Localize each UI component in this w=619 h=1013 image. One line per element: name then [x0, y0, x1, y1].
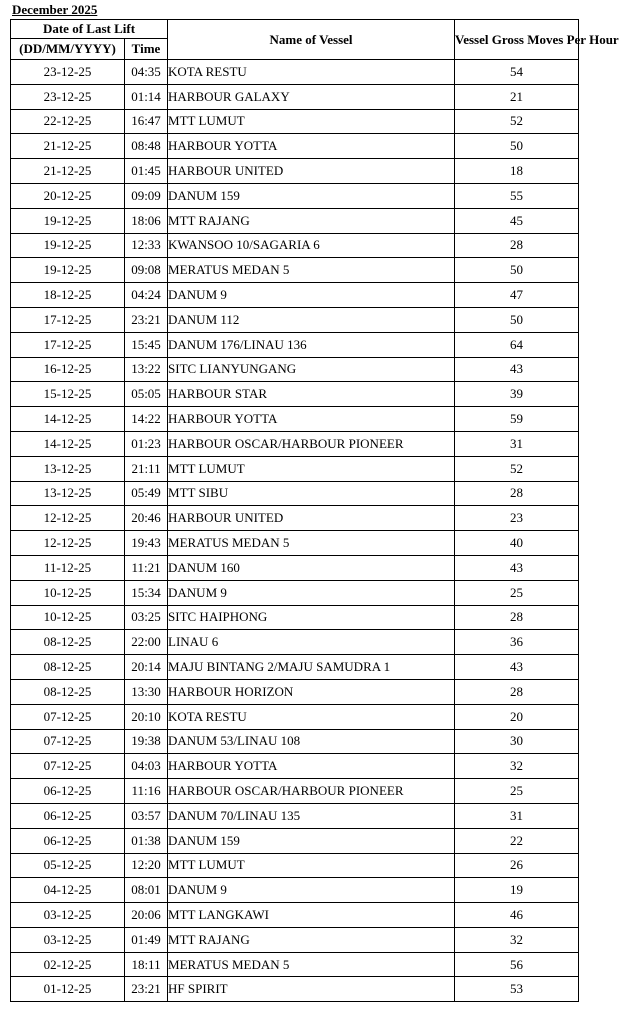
last-lift-time: 11:21	[125, 555, 168, 580]
gross-moves-value: 31	[455, 803, 579, 828]
last-lift-time: 01:14	[125, 84, 168, 109]
last-lift-date: 12-12-25	[11, 506, 125, 531]
gross-moves-value: 28	[455, 679, 579, 704]
last-lift-date: 19-12-25	[11, 208, 125, 233]
gross-moves-value: 64	[455, 332, 579, 357]
last-lift-time: 21:11	[125, 456, 168, 481]
table-row	[11, 109, 579, 134]
last-lift-time: 14:22	[125, 407, 168, 432]
vessel-name: HARBOUR HORIZON	[168, 679, 455, 704]
table-row	[11, 233, 579, 258]
last-lift-date: 19-12-25	[11, 233, 125, 258]
vessel-name: HARBOUR OSCAR/HARBOUR PIONEER	[168, 431, 455, 456]
gross-moves-value: 55	[455, 183, 579, 208]
vessel-name: HARBOUR OSCAR/HARBOUR PIONEER	[168, 779, 455, 804]
last-lift-time: 12:20	[125, 853, 168, 878]
vessel-name: DANUM 159	[168, 183, 455, 208]
gross-moves-value: 53	[455, 977, 579, 1002]
vessel-name: MTT RAJANG	[168, 208, 455, 233]
last-lift-time: 09:09	[125, 183, 168, 208]
last-lift-time: 12:33	[125, 233, 168, 258]
gross-moves-value: 25	[455, 580, 579, 605]
table-row	[11, 729, 579, 754]
last-lift-date: 12-12-25	[11, 531, 125, 556]
last-lift-time: 01:23	[125, 431, 168, 456]
time-header: Time	[125, 39, 168, 60]
last-lift-time: 08:48	[125, 134, 168, 159]
gross-moves-value: 21	[455, 84, 579, 109]
last-lift-date: 19-12-25	[11, 258, 125, 283]
last-lift-date: 11-12-25	[11, 555, 125, 580]
gross-moves-value: 30	[455, 729, 579, 754]
vessel-name: HARBOUR YOTTA	[168, 407, 455, 432]
vessel-name: MERATUS MEDAN 5	[168, 258, 455, 283]
gross-moves-value: 43	[455, 357, 579, 382]
gross-moves-value: 39	[455, 382, 579, 407]
vessel-name: DANUM 9	[168, 283, 455, 308]
last-lift-time: 04:24	[125, 283, 168, 308]
table-row	[11, 927, 579, 952]
last-lift-date: 23-12-25	[11, 84, 125, 109]
last-lift-date: 07-12-25	[11, 754, 125, 779]
vessel-table	[10, 19, 619, 1002]
last-lift-time: 20:10	[125, 704, 168, 729]
last-lift-date: 08-12-25	[11, 655, 125, 680]
last-lift-date: 17-12-25	[11, 332, 125, 357]
vessel-name: MTT LUMUT	[168, 109, 455, 134]
last-lift-date: 07-12-25	[11, 729, 125, 754]
last-lift-time: 01:49	[125, 927, 168, 952]
table-row	[11, 630, 579, 655]
vessel-name: HARBOUR STAR	[168, 382, 455, 407]
page-title: December 2025	[12, 2, 98, 17]
date-of-last-lift-header: Date of Last Lift	[11, 20, 168, 39]
gross-moves-value: 19	[455, 878, 579, 903]
last-lift-time: 11:16	[125, 779, 168, 804]
vessel-name: SITC HAIPHONG	[168, 605, 455, 630]
vessel-name-header: Name of Vessel	[168, 20, 455, 60]
last-lift-time: 08:01	[125, 878, 168, 903]
vessel-name: KOTA RESTU	[168, 60, 455, 85]
table-row	[11, 60, 579, 85]
last-lift-date: 21-12-25	[11, 134, 125, 159]
gross-moves-value: 23	[455, 506, 579, 531]
gross-moves-value: 25	[455, 779, 579, 804]
vessel-name: HARBOUR GALAXY	[168, 84, 455, 109]
last-lift-date: 03-12-25	[11, 927, 125, 952]
table-row	[11, 679, 579, 704]
vessel-name: HARBOUR YOTTA	[168, 134, 455, 159]
last-lift-time: 03:25	[125, 605, 168, 630]
table-row	[11, 357, 579, 382]
last-lift-time: 23:21	[125, 307, 168, 332]
last-lift-date: 17-12-25	[11, 307, 125, 332]
last-lift-time: 15:34	[125, 580, 168, 605]
gross-moves-value: 50	[455, 258, 579, 283]
vessel-name: MTT LANGKAWI	[168, 903, 455, 928]
last-lift-date: 04-12-25	[11, 878, 125, 903]
last-lift-date: 15-12-25	[11, 382, 125, 407]
table-row	[11, 506, 579, 531]
table-row	[11, 531, 579, 556]
gross-moves-value: 45	[455, 208, 579, 233]
last-lift-time: 16:47	[125, 109, 168, 134]
gross-moves-value: 36	[455, 630, 579, 655]
last-lift-time: 20:46	[125, 506, 168, 531]
last-lift-date: 03-12-25	[11, 903, 125, 928]
table-row	[11, 803, 579, 828]
table-row	[11, 283, 579, 308]
vessel-name: KOTA RESTU	[168, 704, 455, 729]
gross-moves-value: 26	[455, 853, 579, 878]
gross-moves-value: 50	[455, 307, 579, 332]
last-lift-time: 01:45	[125, 159, 168, 184]
gross-moves-value: 22	[455, 828, 579, 853]
table-row	[11, 828, 579, 853]
last-lift-date: 21-12-25	[11, 159, 125, 184]
last-lift-time: 09:08	[125, 258, 168, 283]
vessel-name: LINAU 6	[168, 630, 455, 655]
last-lift-date: 13-12-25	[11, 456, 125, 481]
gross-moves-value: 28	[455, 605, 579, 630]
gross-moves-header: Vessel Gross Moves Per Hour	[455, 20, 579, 60]
vessel-name: DANUM 176/LINAU 136	[168, 332, 455, 357]
vessel-name: MTT LUMUT	[168, 853, 455, 878]
gross-moves-value: 43	[455, 655, 579, 680]
vessel-name: DANUM 70/LINAU 135	[168, 803, 455, 828]
gross-moves-value: 28	[455, 233, 579, 258]
table-row	[11, 903, 579, 928]
table-row	[11, 952, 579, 977]
last-lift-date: 18-12-25	[11, 283, 125, 308]
vessel-name: DANUM 53/LINAU 108	[168, 729, 455, 754]
vessel-name: MERATUS MEDAN 5	[168, 952, 455, 977]
last-lift-date: 06-12-25	[11, 803, 125, 828]
last-lift-time: 20:14	[125, 655, 168, 680]
last-lift-time: 05:05	[125, 382, 168, 407]
last-lift-time: 18:11	[125, 952, 168, 977]
table-row	[11, 307, 579, 332]
last-lift-date: 14-12-25	[11, 407, 125, 432]
last-lift-time: 18:06	[125, 208, 168, 233]
last-lift-date: 22-12-25	[11, 109, 125, 134]
gross-moves-value: 43	[455, 555, 579, 580]
table-row	[11, 431, 579, 456]
last-lift-date: 06-12-25	[11, 828, 125, 853]
vessel-name: MTT RAJANG	[168, 927, 455, 952]
last-lift-time: 22:00	[125, 630, 168, 655]
vessel-name: HF SPIRIT	[168, 977, 455, 1002]
vessel-name: KWANSOO 10/SAGARIA 6	[168, 233, 455, 258]
last-lift-date: 16-12-25	[11, 357, 125, 382]
table-row	[11, 704, 579, 729]
last-lift-time: 20:06	[125, 903, 168, 928]
gross-moves-value: 40	[455, 531, 579, 556]
gross-moves-value: 47	[455, 283, 579, 308]
last-lift-date: 23-12-25	[11, 60, 125, 85]
date-format-header: (DD/MM/YYYY)	[11, 39, 125, 60]
last-lift-time: 13:30	[125, 679, 168, 704]
last-lift-time: 23:21	[125, 977, 168, 1002]
last-lift-time: 19:43	[125, 531, 168, 556]
table-row	[11, 208, 579, 233]
vessel-name: DANUM 9	[168, 878, 455, 903]
last-lift-date: 02-12-25	[11, 952, 125, 977]
last-lift-date: 14-12-25	[11, 431, 125, 456]
table-row	[11, 456, 579, 481]
table-row	[11, 481, 579, 506]
gross-moves-value: 52	[455, 109, 579, 134]
last-lift-time: 03:57	[125, 803, 168, 828]
gross-moves-value: 54	[455, 60, 579, 85]
vessel-name: DANUM 9	[168, 580, 455, 605]
vessel-name: DANUM 160	[168, 555, 455, 580]
table-row	[11, 407, 579, 432]
last-lift-date: 06-12-25	[11, 779, 125, 804]
vessel-name: MTT LUMUT	[168, 456, 455, 481]
last-lift-date: 08-12-25	[11, 630, 125, 655]
last-lift-date: 13-12-25	[11, 481, 125, 506]
gross-moves-value: 59	[455, 407, 579, 432]
gross-moves-value: 32	[455, 927, 579, 952]
table-row	[11, 878, 579, 903]
last-lift-date: 05-12-25	[11, 853, 125, 878]
gross-moves-value: 28	[455, 481, 579, 506]
table-row	[11, 183, 579, 208]
table-row	[11, 853, 579, 878]
vessel-name: HARBOUR UNITED	[168, 159, 455, 184]
last-lift-time: 01:38	[125, 828, 168, 853]
last-lift-date: 20-12-25	[11, 183, 125, 208]
table-row	[11, 258, 579, 283]
table-row	[11, 605, 579, 630]
last-lift-time: 19:38	[125, 729, 168, 754]
table-row	[11, 134, 579, 159]
last-lift-time: 05:49	[125, 481, 168, 506]
table-row	[11, 655, 579, 680]
last-lift-date: 10-12-25	[11, 605, 125, 630]
table-body	[11, 60, 579, 1002]
table-row	[11, 159, 579, 184]
gross-moves-value: 56	[455, 952, 579, 977]
table-row	[11, 84, 579, 109]
table-row	[11, 332, 579, 357]
last-lift-date: 07-12-25	[11, 704, 125, 729]
gross-moves-value: 46	[455, 903, 579, 928]
table-row	[11, 977, 579, 1002]
vessel-name: MTT SIBU	[168, 481, 455, 506]
last-lift-date: 10-12-25	[11, 580, 125, 605]
vessel-name: MERATUS MEDAN 5	[168, 531, 455, 556]
last-lift-date: 01-12-25	[11, 977, 125, 1002]
table-row	[11, 580, 579, 605]
gross-moves-value: 31	[455, 431, 579, 456]
last-lift-time: 04:03	[125, 754, 168, 779]
table-row	[11, 382, 579, 407]
table-row	[11, 754, 579, 779]
vessel-name: HARBOUR YOTTA	[168, 754, 455, 779]
gross-moves-value: 50	[455, 134, 579, 159]
vessel-name: MAJU BINTANG 2/MAJU SAMUDRA 1	[168, 655, 455, 680]
last-lift-time: 15:45	[125, 332, 168, 357]
gross-moves-value: 18	[455, 159, 579, 184]
last-lift-date: 08-12-25	[11, 679, 125, 704]
vessel-name: HARBOUR UNITED	[168, 506, 455, 531]
last-lift-time: 13:22	[125, 357, 168, 382]
gross-moves-value: 20	[455, 704, 579, 729]
table-row	[11, 555, 579, 580]
vessel-name: SITC LIANYUNGANG	[168, 357, 455, 382]
vessel-name: DANUM 159	[168, 828, 455, 853]
vessel-name: DANUM 112	[168, 307, 455, 332]
table-row	[11, 779, 579, 804]
gross-moves-value: 32	[455, 754, 579, 779]
last-lift-time: 04:35	[125, 60, 168, 85]
gross-moves-value: 52	[455, 456, 579, 481]
